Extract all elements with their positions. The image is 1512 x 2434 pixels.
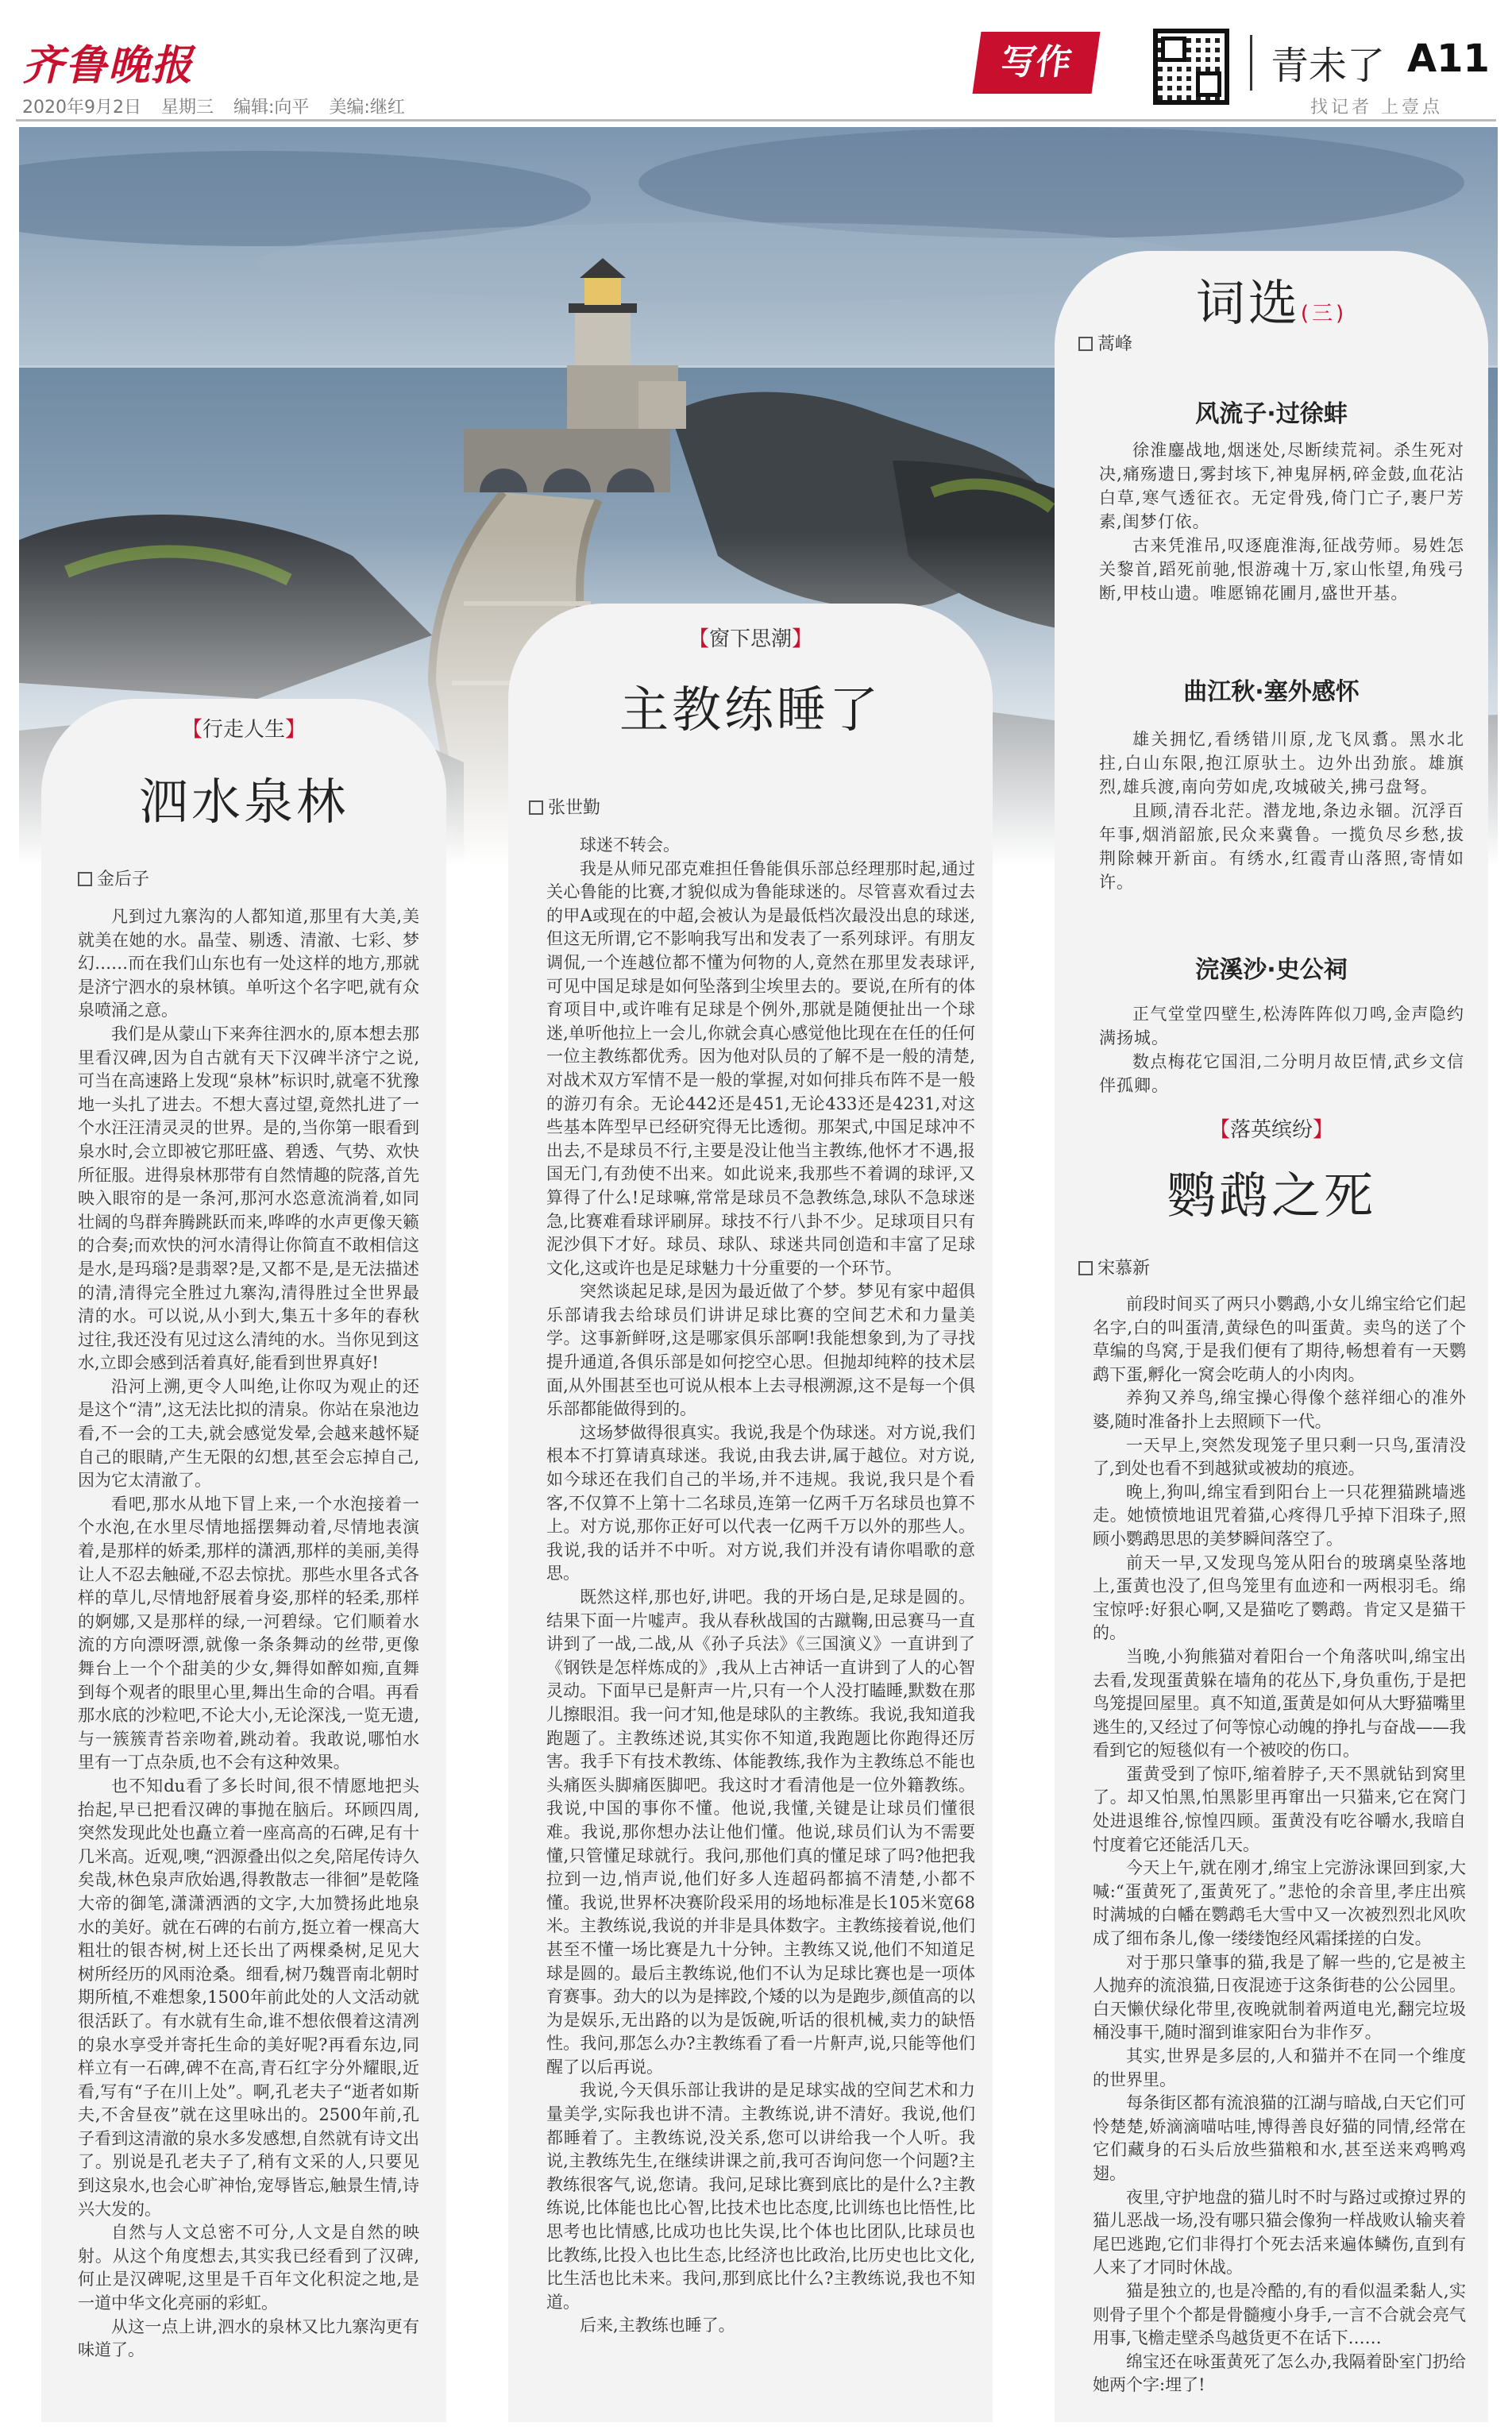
article-body xyxy=(1093,1293,1466,2397)
poem-stanza: 数点梅花它国泪,二分明月故臣情,武乡文信伴孤卿。 xyxy=(1099,1052,1464,1095)
poem-title: 浣溪沙·史公祠 xyxy=(1195,956,1348,984)
paragraph: 晚上,狗叫,绵宝看到阳台上一只花狸猫跳墙逃走。她愤愤地诅咒着猫,心疼得几乎掉下泪珠子,照顾小鹦鹉思思的美梦瞬间落空了。 xyxy=(1093,1482,1466,1549)
qr-code-icon[interactable] xyxy=(1153,29,1229,105)
poem-stanza: 古来凭淮吊,叹逐鹿淮海,征战劳师。易姓怎关黎首,蹈死前驰,恨游魂十万,家山怅望,角残弓断,甲枝山遗。唯愿锦花圃月,盛世开基。 xyxy=(1099,536,1464,603)
section-kicker: 【窗下思潮】 xyxy=(688,627,813,651)
article-title: 主教练睡了 xyxy=(619,681,881,739)
article-byline: 宋慕新 xyxy=(1078,1255,1150,1279)
paragraph: 今天上午,就在刚才,绵宝上完游泳课回到家,大喊:“蛋黄死了,蛋黄死了。”悲怆的余音里,孝庄出殡时满城的白幡在鹦鹉毛大雪中又一次被烈烈北风吹成了细布条儿,像一缕缕饱经风霜揉搓的白发。 xyxy=(1093,1858,1466,1949)
paragraph: 蛋黄受到了惊吓,缩着脖子,天不黑就钻到窝里了。却又怕黑,怕黑影里再窜出一只猫来,它在窝门处进退维谷,惊惶四顾。蛋黄没有吃谷嚼水,我暗自忖度着它还能活几天。 xyxy=(1093,1764,1466,1854)
paragraph: 也不知du看了多长时间,很不情愿地把头抬起,早已把看汉碑的事抛在脑后。环顾四周,突然发现此处也矗立着一座高高的石碑,足有十几米高。近观,噢,“泗源叠出似之矣,陪尾传诗久矣哉,林色泉声欣始遇,得教散志一徘徊”是乾隆大帝的御笔,潇潇洒洒的文字,大加赞扬此地泉水的美好。就在石碑的右前方,挺立着一棵高大粗壮的银杏树,树上还长出了两棵桑树,足见大树所经历的风雨沧桑。细看,树乃魏晋南北朝时期所植,不难想象,1500年前此处的人文活动就很活跃了。有水就有生命,谁不想依偎着这清冽的泉水享受并寄托生命的美好呢?再看东边,同样立有一石碑,碑不在高,青石红字分外耀眼,近看,写有“子在川上处”。啊,孔老夫子“逝者如斯夫,不舍昼夜”就在这里咏出的。2500年前,孔子看到这清澈的泉水多发感想,自然就有诗文出了。别说是孔老夫子了,稍有文采的人,只要见到这泉水,也会心旷神怡,宠辱皆忘,触景生情,诗兴大发的。 xyxy=(78,1776,419,2219)
article-body xyxy=(546,834,975,2338)
paragraph: 我说,今天俱乐部让我讲的是足球实战的空间艺术和力量美学,实际我也讲不清。主教练说,讲不清好。我说,他们都睡着了。主教练说,没关系,您可以讲给我一个人听。我说,主教练先生,在继续讲课之前,我可否询问您一个问题?主教练很客气,说,您请。我问,足球比赛到底比的是什么?主教练说,比体能也比心智,比技术也比态度,比训练也比悟性,比思考也比情感,比成功也比失误,比个体也比团队,比球员也比教练,比投入也比生态,比经济也比政治,比历史也比文化,比生活也比未来。我问,那到底比什么?主教练说,我也不知道。 xyxy=(546,2081,975,2312)
page-name: 青未了 xyxy=(1271,44,1386,88)
paragraph: 后来,主教练也睡了。 xyxy=(580,2316,735,2336)
paragraph: 前天一早,又发现鸟笼从阳台的玻璃桌坠落地上,蛋黄也没了,但鸟笼里有血迹和一两根羽毛。绵宝惊呼:好狠心啊,又是猫吃了鹦鹉。肯定又是猫干的。 xyxy=(1093,1553,1466,1643)
section-tab: 写作 xyxy=(973,32,1101,94)
poem-stanza: 且顾,清吞北茫。潜龙地,条边永锢。沉浮百年事,烟消韶旅,民众来冀鲁。一揽负尽乡愁,拔荆除棘开新亩。有绣水,红霞青山落照,寄情如许。 xyxy=(1099,801,1464,892)
article-title: 鹦鹉之死 xyxy=(1166,1167,1376,1225)
paragraph: 绵宝还在咏蛋黄死了怎么办,我隔着卧室门扔给她两个字:埋了! xyxy=(1093,2351,1466,2395)
section-kicker: 【行走人生】 xyxy=(181,718,307,742)
article-byline: 金后子 xyxy=(78,866,149,890)
poetry-title-text: 词选 xyxy=(1195,274,1301,332)
poem-stanza: 徐淮鏖战地,烟迷处,尽断续荒祠。杀生死对决,痛殇遗日,雾封垓下,神鬼屏柄,碎金鼓,血花沾白草,寒气透征衣。无定骨残,倚门亡子,裹尸芳素,闺梦仃依。 xyxy=(1099,441,1464,531)
date: 2020年9月2日 xyxy=(22,98,141,118)
kicker-text: 行走人生 xyxy=(202,718,285,742)
article-title: 泗水泉林 xyxy=(138,773,349,831)
paragraph: 对于那只肇事的猫,我是了解一些的,它是被主人抛弃的流浪猫,日夜混迹于这条街巷的公公园里。白天懒伏绿化带里,夜晚就制着两道电光,翻完垃圾桶没事干,随时溜到谁家阳台为非作歹。 xyxy=(1093,1952,1466,2042)
poem-title: 风流子·过徐蚌 xyxy=(1195,400,1348,428)
masthead-rule xyxy=(16,119,1496,122)
editor: 编辑:向平 xyxy=(233,98,310,118)
poem-body xyxy=(1099,438,1464,605)
column-poetry-and-essay xyxy=(1055,251,1488,2422)
paragraph: 看吧,那水从地下冒上来,一个水泡接着一个水泡,在水里尽情地摇摆舞动着,尽情地表演着,是那样的娇柔,那样的潇洒,那样的美丽,美得让人不忍去触碰,不忍去惊扰。那些水里各式各样的草儿,尽情地舒展着身姿,那样的轻柔,那样的婀娜,又是那样的绿,一河碧绿。它们顺着水流的方向漂呀漂,就像一条条舞动的丝带,更像舞台上一个个甜美的少女,舞得如醉如痴,直舞到每个观者的眼里心里,舞出生命的合唱。再看那水底的沙粒吧,不论大小,无论深浅,一览无遗,与一簇簇青苔亲吻着,跳动着。我敢说,哪怕水里有一丁点杂质,也不会有这种效果。 xyxy=(78,1494,419,1772)
kicker-text: 窗下思潮 xyxy=(708,627,792,651)
paragraph: 凡到过九寨沟的人都知道,那里有大美,美就美在她的水。晶莹、剔透、清澈、七彩、梦幻……而在我们山东也有一处这样的地方,那就是济宁泗水的泉林镇。单听这个名字吧,就有众泉喷涌之意。 xyxy=(78,907,419,1020)
paragraph: 猫是独立的,也是冷酷的,有的看似温柔黏人,实则骨子里个个都是骨髓瘦小身手,一言不合就会亮气用事,飞檐走壁杀鸟越货更不在话下…… xyxy=(1093,2281,1466,2348)
editor-line: 找记者 上壹点 xyxy=(1310,98,1443,118)
paragraph: 我们是从蒙山下来奔往泗水的,原本想去那里看汉碑,因为自古就有天下汉碑半济宁之说,可当在高速路上发现“泉林”标识时,就毫不犹豫地一头扎了进去。不想大喜过望,竟然扎进了一个水汪汪清灵灵的世界。是的,当你第一眼看到泉水时,会立即被它那旺盛、碧透、气势、欢快所征服。进得泉林那带有自然情趣的院落,首先映入眼帘的是一条河,那河水恣意流淌着,如同壮阔的鸟群奔腾跳跃而来,哗哗的水声更像天籁的合奏;而欢快的河水清得让你简直不敢相信这是水,是玛瑙?是翡翠?是,又都不是,是无法描述的清,清得完全胜过九寨沟,清得胜过全世界最清的水。可以说,从小到大,集五十多年的春秋过往,我还没有见过这么清纯的水。当你见到这水,立即会感到活着真好,能看到世界真好! xyxy=(78,1024,419,1373)
poem-title: 曲江秋·塞外感怀 xyxy=(1183,678,1360,706)
poem-body xyxy=(1099,1002,1464,1097)
poem-stanza: 雄关拥忆,看绣错川原,龙飞凤翥。黑水北拄,白山东限,抱江原驮土。边外出劲旅。雄旗烈,雄兵渡,南向劳如虎,攻城破关,拂弓盘弩。 xyxy=(1099,730,1464,797)
paragraph: 从这一点上讲,泗水的泉林又比九寨沟更有味道了。 xyxy=(78,2316,419,2360)
weekday: 星期三 xyxy=(160,98,214,118)
paragraph: 既然这样,那也好,讲吧。我的开场白是,足球是圆的。结果下面一片嘘声。我从春秋战国的古蹴鞠,田忌赛马一直讲到了一战,二战,从《孙子兵法》《三国演义》一直讲到了《钢铁是怎样炼成的》,我从上古神话一直讲到了人的心智灵动。下面早已是鼾声一片,只有一个人没打瞌睡,默数在那儿擦眼泪。我一问才知,他是球队的主教练。我说,我知道我跑题了。主教练述说,其实你不知道,我跑题比你跑得还厉害。我手下有技术教练、体能教练,我作为主教练总不能也头痛医头脚痛医脚吧。我这时才看清他是一位外籍教练。我说,中国的事你不懂。他说,我懂,关键是让球员们懂很难。我说,那你想办法让他们懂。他说,球员们认为不需要懂,只管懂足球就行。我问,那他们真的懂足球了吗?他把我拉到一边,悄声说,他们好多人连超码都搞不清楚,小都不懂。我说,世界杯决赛阶段采用的场地标准是长105米宽68米。主教练说,我说的并非是具体数字。主教练接着说,他们甚至不懂一场比赛是九十分钟。主教练又说,他们不知道足球是圆的。最后主教练说,他们不认为足球比赛也是一项体育赛事。劲大的以为是摔跤,个矮的以为是跑步,颜值高的以为是娱乐,无出路的以为是饭碗,听话的很机械,卖力的缺悟性。我问,那怎么办?主教练看了看一片鼾声,说,只能等他们醒了以后再说。 xyxy=(546,1587,975,2077)
article-body xyxy=(78,905,419,2363)
dateline xyxy=(22,94,419,118)
paragraph: 养狗又养鸟,绵宝操心得像个慈祥细心的准外婆,随时准备扑上去照顾下一代。 xyxy=(1093,1388,1466,1431)
paragraph: 夜里,守护地盘的猫儿时不时与路过或撩过界的猫儿恶战一场,没有哪只猫会像狗一样战败认输夹着尾巴逃跑,它们非得打个死去活来遍体鳞伤,直到有人来了才同时休战。 xyxy=(1093,2187,1466,2278)
poetry-title xyxy=(1055,264,1488,334)
page-number: A11 xyxy=(1407,37,1490,81)
kicker-text: 落英缤纷 xyxy=(1229,1118,1313,1142)
poem-body xyxy=(1099,727,1464,894)
paragraph: 我是从师兄邵克难担任鲁能俱乐部总经理那时起,通过关心鲁能的比赛,才貌似成为鲁能球迷的。尽管喜欢看过去的甲A或现在的中超,会被认为是最低档次最没出息的球迷,但这无所谓,它不影响我写出和发表了一系列球评。有朋友调侃,一个连越位都不懂为何物的人,竟然在那里发表球评,可见中国足球是如何坠落到尘埃里去的。要说,在所有的体育项目中,或许唯有足球是个例外,那就是随便扯出一个球迷,单听他拉上一会儿,你就会真心感觉他比现在在任的任何一位主教练都优秀。因为他对队员的了解不是一般的清楚,对战术双方军情不是一般的掌握,对如何排兵布阵不是一般的游刃有余。无论442还是451,无论433还是4231,对这些基本阵型早已经研究得无比透彻。那架式,中国足球冲不出去,不是球员不行,主要是没让他当主教练,他怀才不遇,报国无门,有劲使不出来。如此说来,我那些不着调的球评,又算得了什么!足球嘛,常常是球员不急教练急,球队不急球迷急,比赛难看球评刷屏。球技不行八卦不少。足球项目只有泥沙俱下才好。球员、球队、球迷共同创造和丰富了足球文化,这或许也是足球魅力十分重要的一个环节。 xyxy=(546,858,975,1278)
designer: 美编:继红 xyxy=(329,98,405,118)
paragraph: 沿河上溯,更令人叫绝,让你叹为观止的还是这个“清”,这无法比拟的清泉。你站在泉池边看,不一会的工夫,就会感觉发晕,会越来越怀疑自己的眼睛,产生无限的幻想,甚至会忘掉自己,因为它太清澈了。 xyxy=(78,1376,419,1491)
article-byline: 张世勤 xyxy=(529,794,600,819)
paragraph: 球迷不转会。 xyxy=(580,835,680,854)
section-kicker: 【落英缤纷】 xyxy=(1209,1118,1334,1142)
masthead-divider xyxy=(1250,35,1252,91)
paragraph: 突然谈起足球,是因为最近做了个梦。梦见有家中超俱乐部请我去给球员们讲讲足球比赛的空间艺术和力量美学。这事新鲜呀,这是哪家俱乐部啊!我能想象到,为了寻找提升通道,各俱乐部是如何挖空心思。但抛却纯粹的技术层面,从外围甚至也可说从根本上去寻根溯源,这不是每一个俱乐部都能做得到的。 xyxy=(546,1282,975,1419)
paragraph: 自然与人文总密不可分,人文是自然的映射。从这个角度想去,其实我已经看到了汉碑,何止是汉碑呢,这里是千百年文化积淀之地,是一道中华文化亮丽的彩虹。 xyxy=(78,2223,419,2313)
poetry-title-suffix: (三) xyxy=(1300,302,1348,326)
paragraph: 每条街区都有流浪猫的江湖与暗战,白天它们可怜楚楚,娇滴滴喵咕哇,博得善良好猫的同情,经常在它们藏身的石头后放些猫粮和水,甚至送来鸡鸭鸡翅。 xyxy=(1093,2093,1466,2183)
paragraph: 当晚,小狗熊猫对着阳台一个角落吠叫,绵宝出去看,发现蛋黄躲在墙角的花丛下,身负重伤,于是把鸟笼提回屋里。真不知道,蛋黄是如何从大野猫嘴里逃生的,又经过了何等惊心动魄的挣扎与奋战——我看到它的短毯似有一个被咬的伤口。 xyxy=(1093,1646,1466,1761)
paragraph: 其实,世界是多层的,人和猫并不在同一个维度的世界里。 xyxy=(1093,2046,1466,2089)
column-window-thoughts xyxy=(508,604,993,2422)
paragraph: 一天早上,突然发现笼子里只剩一只鸟,蛋清没了,到处也看不到越狱或被劫的痕迹。 xyxy=(1093,1435,1466,1479)
paragraph: 这场梦做得很真实。我说,我是个伪球迷。对方说,我们根本不打算请真球迷。我说,由我去讲,属于越位。对方说,如今球还在我们自己的半场,并不违规。我说,我只是个看客,不仅算不上第十二名球员,连第一亿两千万名球员也算不上。对方说,那你正好可以代表一亿两千万以外的那些人。我说,我的话并不中听。对方说,我们并没有请你唱歌的意思。 xyxy=(546,1422,975,1583)
paragraph: 前段时间买了两只小鹦鹉,小女儿绵宝给它们起名字,白的叫蛋清,黄绿色的叫蛋黄。卖鸟的送了个草编的鸟窝,于是我们便有了期待,畅想着有一天鹦鹉下蛋,孵化一窝会吃萌人的小肉肉。 xyxy=(1093,1294,1466,1384)
poetry-byline: 蒿峰 xyxy=(1078,330,1132,355)
poem-stanza: 正气堂堂四壁生,松涛阵阵似刀鸣,金声隐约满扬城。 xyxy=(1099,1005,1464,1047)
column-walking-life xyxy=(41,699,446,2422)
masthead xyxy=(0,0,1512,127)
newspaper-logo: 齐鲁晚报 xyxy=(22,41,195,90)
